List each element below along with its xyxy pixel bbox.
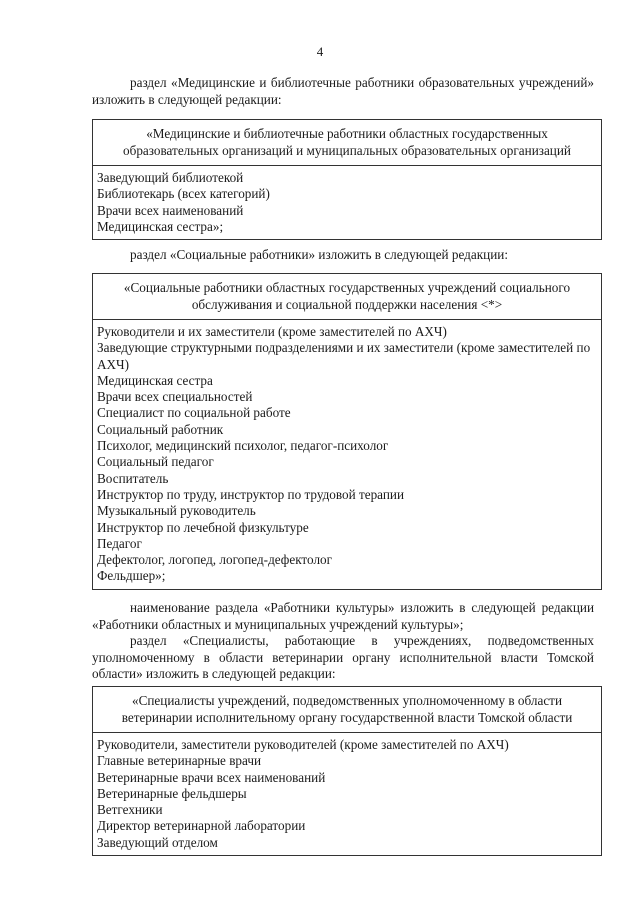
table-row: Ветгехники [97,802,163,818]
table-header: «Специалисты учреждений, подведомственных уполномоченному в области ветеринарии исполнительному органу государственной власти Томской области [93,687,601,733]
table-row: Врачи всех специальностей [97,389,253,405]
intro-text-4: раздел «Специалисты, работающие в учреждениях, подведомственных уполномоченному в области ветеринарии органу исполнительной власти Томской области» изложить в следующей редакции: [92,633,594,681]
table-social-workers [92,273,602,590]
table-body [93,733,601,855]
intro-text-3: наименование раздела «Работники культуры» изложить в следующей редакции «Работники областных и муниципальных учреждений культуры»; [92,600,594,632]
table-row: Ветеринарные врачи всех наименований [97,769,326,785]
table-row: Заведующий библиотекой [97,170,244,185]
table-veterinary [92,686,602,856]
table-medical-library [92,119,602,240]
table-row: Главные ветеринарные врачи [97,753,262,769]
table-row: Педагог [97,535,142,551]
table-row: Инструктор по лечебной физкультуре [97,519,309,535]
intro-paragraph-2 [92,247,594,264]
intro-text-1: раздел «Медицинские и библиотечные работники образовательных учреждений» изложить в следующей редакции: [92,75,594,107]
intro-paragraph-1 [92,75,594,108]
table-row: Инструктор по труду, инструктор по трудовой терапии [97,486,405,502]
table-row: Заведующий отделом [97,834,218,850]
page-number: 4 [316,44,324,59]
table-row: Дефектолог, логопед, логопед-дефектолог [97,552,333,568]
table-row: Врачи всех наименований [97,202,244,218]
table-row: Социальный работник [97,421,224,437]
table-body [93,166,601,239]
table-row: Специалист по социальной работе [97,405,291,421]
table-row: Библиотекарь (всех категорий) [97,186,270,202]
table-row: Руководители и их заместители (кроме заместителей по АХЧ) [97,324,447,339]
table-row: Заведующие структурными подразделениями и их заместители (кроме заместителей по АХЧ) [97,340,591,372]
table-row: Медицинская сестра [97,372,213,388]
table-header: «Социальные работники областных государственных учреждений социального обслуживания и социальной поддержки населения <*> [93,274,601,320]
intro-paragraph-3 [92,600,594,633]
table-header: «Медицинские и библиотечные работники областных государственных образовательных организаций и муниципальных образовательных организаций [93,120,601,166]
table-row: Психолог, медицинский психолог, педагог-психолог [97,438,389,454]
table-row: Музыкальный руководитель [97,503,256,519]
table-row: Директор ветеринарной лаборатории [97,818,306,834]
table-row: Руководители, заместители руководителей (кроме заместителей по АХЧ) [97,737,509,752]
table-row: Медицинская сестра»; [97,218,224,234]
table-row: Социальный педагог [97,454,214,470]
table-row: Ветеринарные фельдшеры [97,785,247,801]
table-row: Фельдшер»; [97,568,166,584]
intro-paragraph-4 [92,633,594,683]
table-row: Воспитатель [97,470,169,486]
table-body [93,320,601,589]
intro-text-2: раздел «Социальные работники» изложить в следующей редакции: [130,247,508,262]
